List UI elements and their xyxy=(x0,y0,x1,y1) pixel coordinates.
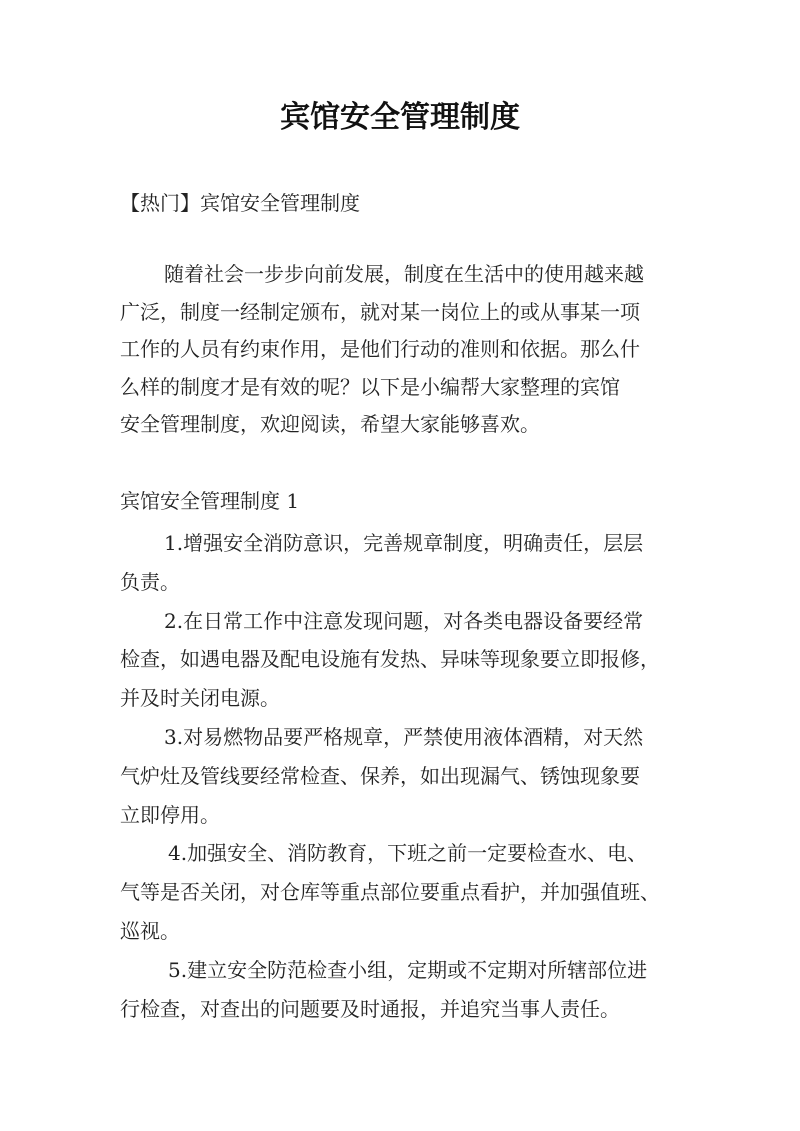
rule-line: 2.在日常工作中注意发现问题，对各类电器设备要经常 xyxy=(164,608,644,633)
document-subtitle: 【热门】宾馆安全管理制度 xyxy=(120,191,360,215)
intro-line: 安全管理制度，欢迎阅读，希望大家能够喜欢。 xyxy=(120,412,540,436)
rule-line: 4.加强安全、消防教育，下班之前一定要检查水、电、 xyxy=(168,841,648,866)
rule-line: 检查，如遇电器及配电设施有发热、异味等现象要立即报修， xyxy=(120,647,660,672)
intro-line: 么样的制度才是有效的呢？以下是小编帮大家整理的宾馆 xyxy=(120,374,620,399)
rule-line: 3.对易燃物品要严格规章，严禁使用液体酒精，对天然 xyxy=(164,724,644,749)
intro-paragraph xyxy=(120,256,700,444)
rule-line: 并及时关闭电源。 xyxy=(120,686,280,711)
rule-line: 巡视。 xyxy=(120,918,180,943)
rule-line: 气等是否关闭，对仓库等重点部位要重点看护，并加强值班、 xyxy=(120,880,660,905)
rule-line: 1.增强安全消防意识，完善规章制度，明确责任，层层 xyxy=(164,531,644,555)
rule-line: 气炉灶及管线要经常检查、保养，如出现漏气、锈蚀现象要 xyxy=(120,763,640,788)
page-title: 宾馆安全管理制度 xyxy=(280,100,520,135)
rule-line: 立即停用。 xyxy=(120,802,220,827)
intro-line: 工作的人员有约束作用，是他们行动的准则和依据。那么什 xyxy=(120,337,640,361)
rules-list xyxy=(120,524,700,1028)
intro-line: 随着社会一步步向前发展，制度在生活中的使用越来越 xyxy=(164,262,644,286)
rule-line: 5.建立安全防范检查小组，定期或不定期对所辖部位进 xyxy=(168,957,648,982)
intro-line: 广泛，制度一经制定颁布，就对某一岗位上的或从事某一项 xyxy=(120,299,640,324)
section-heading: 宾馆安全管理制度 1 xyxy=(120,489,300,513)
rule-line: 行检查，对查出的问题要及时通报，并追究当事人责任。 xyxy=(120,996,620,1021)
rule-line: 负责。 xyxy=(120,569,180,594)
